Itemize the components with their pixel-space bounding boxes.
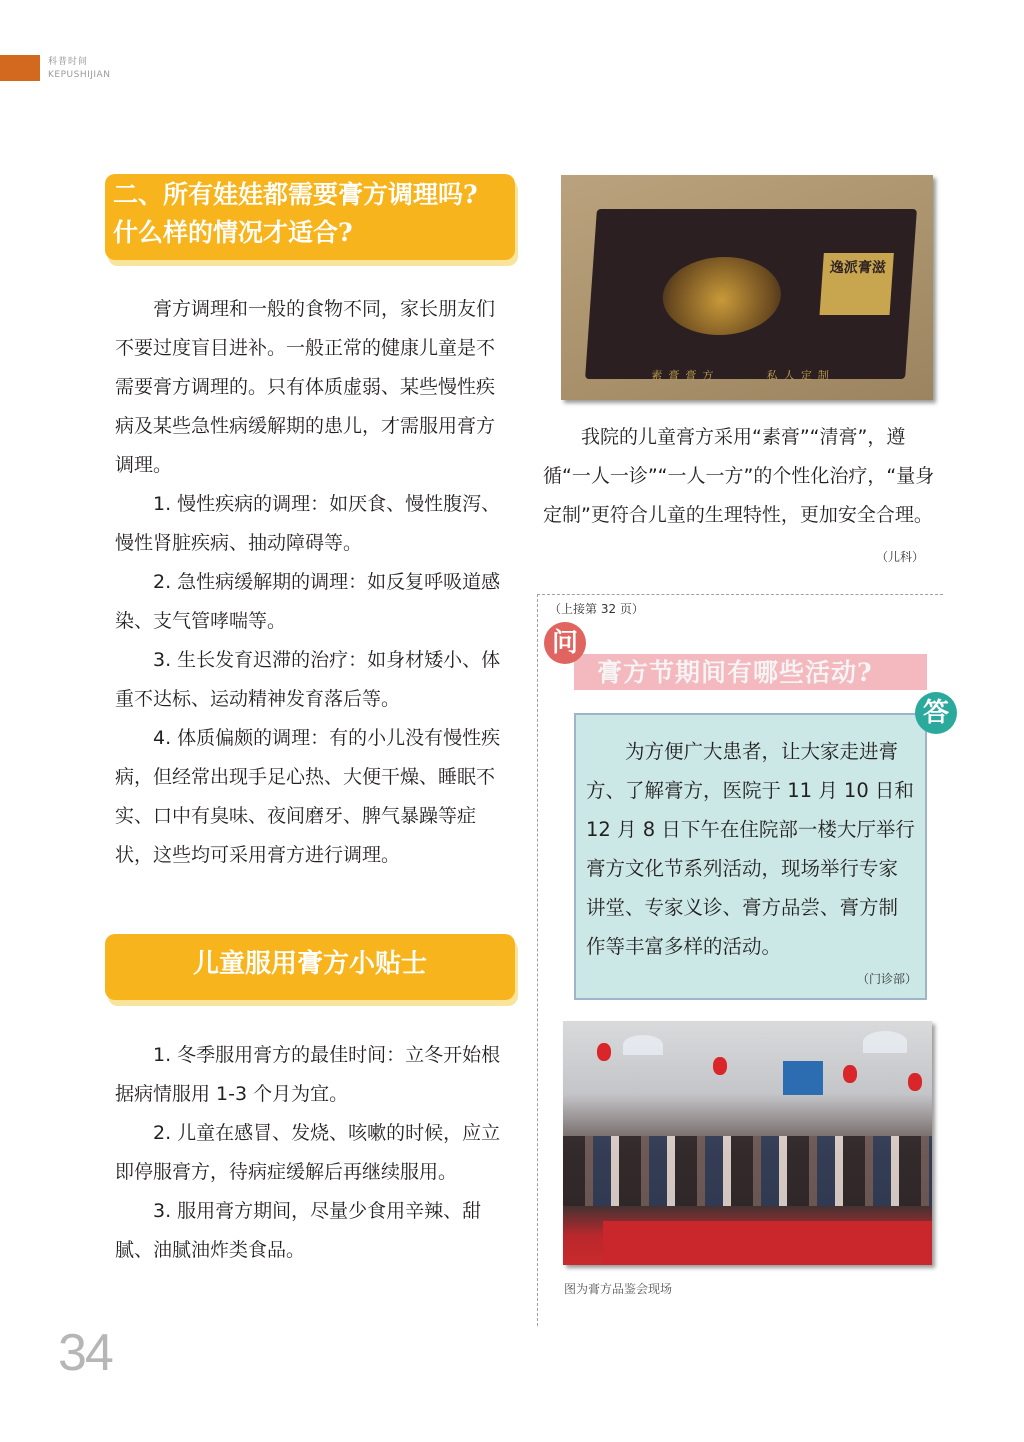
lantern-decoration xyxy=(597,1043,611,1061)
paragraph: 2. 儿童在感冒、发烧、咳嗽的时候，应立即停服膏方，待病症缓解后再继续服用。 xyxy=(115,1122,501,1183)
left-paragraphs-1 xyxy=(115,290,507,875)
event-photo xyxy=(563,1021,932,1265)
question-text: 膏方节期间有哪些活动? xyxy=(597,658,873,687)
paragraph: 1. 冬季服用膏方的最佳时间：立冬开始根据病情服用 1-3 个月为宜。 xyxy=(115,1044,501,1105)
paragraph: 4. 体质偏颇的调理：有的小儿没有慢性疾病，但经常出现手足心热、大便干燥、睡眠不实、口中有臭味、夜间磨牙、脾气暴躁等症状，这些均可采用膏方进行调理。 xyxy=(115,727,501,866)
box-title: 逸派膏滋 xyxy=(829,260,887,276)
answer-badge: 答 xyxy=(915,692,957,734)
paragraph: 2. 急性病缓解期的调理：如反复呼吸道感染、支气管哮喘等。 xyxy=(115,571,501,632)
signature-pediatrics: （儿科） xyxy=(876,550,925,564)
signature-outpatient: （门诊部） xyxy=(857,972,918,986)
box-title-plate xyxy=(820,253,894,315)
paragraph: 3. 生长发育迟滞的治疗：如身材矮小、体重不达标、运动精神发育落后等。 xyxy=(115,649,501,710)
right-paragraph xyxy=(543,418,939,535)
left-paragraphs-2 xyxy=(115,1036,507,1270)
gaofang-product-photo xyxy=(561,175,933,400)
lantern-decoration xyxy=(843,1065,857,1083)
paragraph: 1. 慢性疾病的调理：如厌食、慢性腹泻、慢性肾脏疾病、抽动障碍等。 xyxy=(115,493,501,554)
umbrella-decoration xyxy=(863,1031,907,1053)
box-foot-right: 私人定制 xyxy=(766,369,836,382)
box-foot xyxy=(651,367,912,383)
continued-note: （上接第 32 页） xyxy=(549,602,644,616)
photo-caption: 图为膏方品鉴会现场 xyxy=(564,1282,673,1296)
paragraph: 我院的儿童膏方采用“素膏”“清膏”，遵循“一人一诊”“一人一方”的个性化治疗，“量身定制”更符合儿童的生理特性，更加安全合理。 xyxy=(543,426,935,526)
lantern-decoration xyxy=(713,1057,727,1075)
heading-text: 儿童服用膏方小贴士 xyxy=(192,949,427,979)
page-number: 34 xyxy=(58,1324,112,1382)
section-title-cn: 科普时间 xyxy=(48,57,89,67)
umbrella-decoration xyxy=(623,1035,663,1055)
paragraph: 为方便广大患者，让大家走进膏方、了解膏方，医院于 11 月 10 日和 12 月 8 日下午在住院部一楼大厅举行膏方文化节系列活动，现场举行专家讲堂、专家义诊、膏方品尝、膏方制作等丰富多样的活动。 xyxy=(586,740,915,958)
question-badge: 问 xyxy=(544,622,586,664)
crowd xyxy=(563,1136,932,1206)
header-color-bar xyxy=(0,55,40,81)
box-window-image xyxy=(660,257,783,335)
heading-tips xyxy=(105,934,515,1000)
dashed-divider-vertical xyxy=(537,594,538,1326)
heading-all-children-need-gaofang xyxy=(105,174,515,260)
section-title-en: KEPUSHIJIAN xyxy=(48,70,111,80)
dashed-divider-horizontal xyxy=(537,594,943,595)
box-foot-left: 素膏膏方 xyxy=(650,369,720,382)
paragraph: 3. 服用膏方期间，尽量少食用辛辣、甜腻、油腻油炸类食品。 xyxy=(115,1200,482,1261)
heading-text: 二、所有娃娃都需要膏方调理吗? 什么样的情况才适合? xyxy=(113,180,478,247)
paragraph: 膏方调理和一般的食物不同，家长朋友们不要过度盲目进补。一般正常的健康儿童是不需要膏方调理的。只有体质虚弱、某些慢性疾病及某些急性病缓解期的患儿，才需服用膏方调理。 xyxy=(115,298,496,476)
red-table xyxy=(603,1221,932,1265)
product-box xyxy=(585,209,917,382)
blue-sign xyxy=(783,1061,823,1095)
answer-paragraph xyxy=(586,732,916,966)
lantern-decoration xyxy=(908,1073,922,1091)
